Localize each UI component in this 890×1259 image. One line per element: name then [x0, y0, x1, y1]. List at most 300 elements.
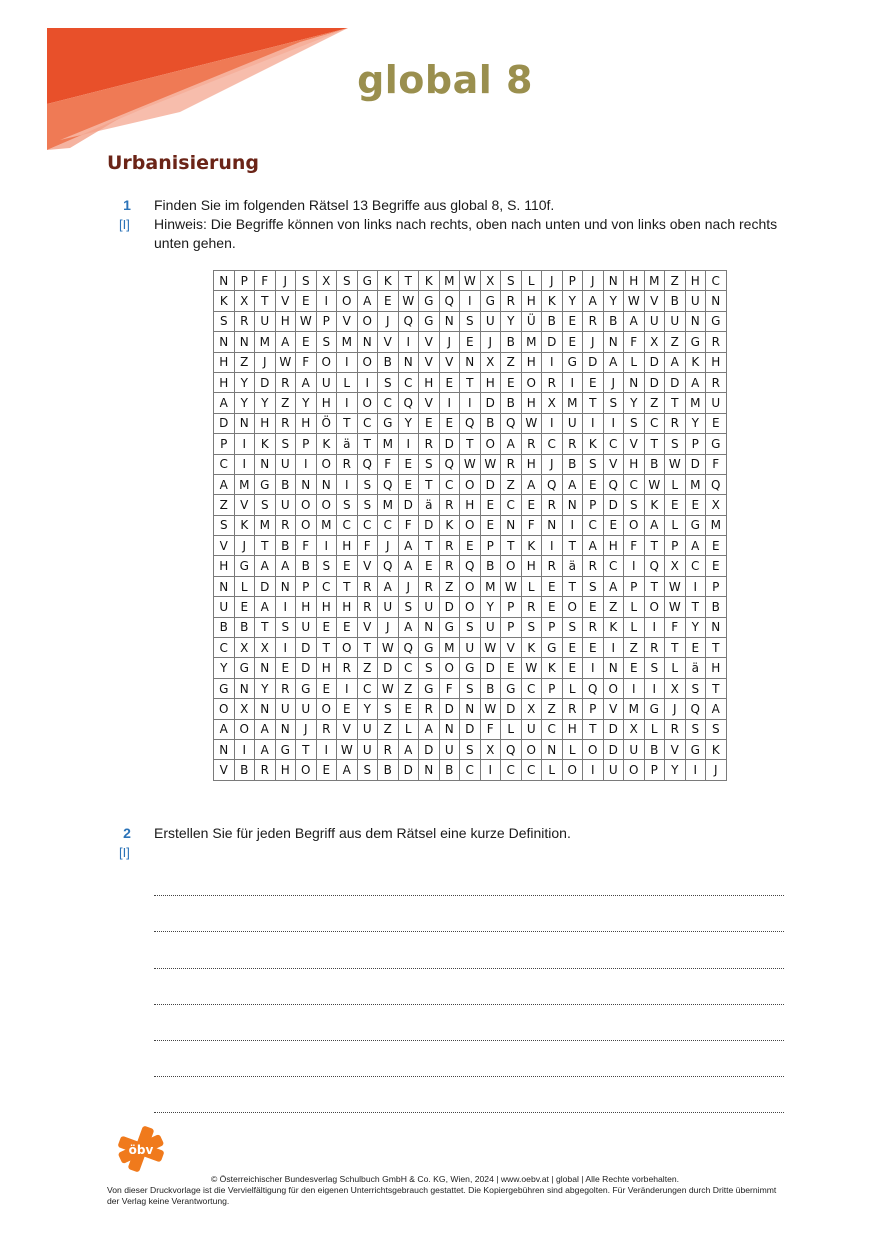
- grid-cell: E: [624, 658, 645, 678]
- grid-cell: S: [583, 576, 604, 596]
- grid-cell: O: [296, 760, 317, 780]
- grid-cell: Y: [562, 291, 583, 311]
- grid-cell: I: [234, 434, 255, 454]
- grid-cell: U: [644, 311, 665, 331]
- grid-cell: U: [706, 393, 727, 413]
- grid-cell: V: [439, 352, 460, 372]
- grid-cell: C: [624, 474, 645, 494]
- grid-cell: Z: [357, 658, 378, 678]
- grid-cell: K: [706, 739, 727, 759]
- grid-cell: B: [480, 413, 501, 433]
- grid-cell: ä: [685, 658, 706, 678]
- answer-line[interactable]: [154, 969, 784, 1005]
- grid-cell: B: [501, 332, 522, 352]
- grid-cell: U: [603, 760, 624, 780]
- grid-cell: D: [501, 699, 522, 719]
- grid-cell: I: [357, 372, 378, 392]
- grid-cell: R: [562, 699, 583, 719]
- grid-cell: W: [275, 352, 296, 372]
- grid-cell: M: [644, 271, 665, 291]
- grid-cell: N: [214, 271, 235, 291]
- grid-cell: O: [460, 597, 481, 617]
- answer-line[interactable]: [154, 860, 784, 896]
- grid-cell: Q: [583, 678, 604, 698]
- grid-cell: X: [316, 271, 337, 291]
- grid-cell: J: [378, 536, 399, 556]
- grid-cell: C: [460, 760, 481, 780]
- grid-cell: K: [316, 434, 337, 454]
- grid-cell: N: [419, 760, 440, 780]
- grid-cell: O: [296, 515, 317, 535]
- grid-cell: D: [685, 454, 706, 474]
- grid-cell: N: [234, 332, 255, 352]
- grid-cell: Y: [234, 393, 255, 413]
- grid-cell: O: [501, 556, 522, 576]
- grid-cell: E: [665, 495, 686, 515]
- grid-row: [214, 413, 727, 433]
- grid-cell: Q: [357, 454, 378, 474]
- grid-cell: T: [665, 638, 686, 658]
- grid-cell: F: [624, 332, 645, 352]
- grid-cell: T: [419, 536, 440, 556]
- grid-cell: P: [296, 576, 317, 596]
- grid-cell: R: [521, 597, 542, 617]
- grid-cell: D: [603, 719, 624, 739]
- grid-cell: X: [480, 352, 501, 372]
- grid-cell: U: [480, 617, 501, 637]
- grid-cell: K: [603, 617, 624, 637]
- grid-cell: Z: [644, 393, 665, 413]
- grid-cell: L: [665, 515, 686, 535]
- grid-cell: ä: [562, 556, 583, 576]
- grid-cell: D: [439, 699, 460, 719]
- grid-cell: S: [460, 739, 481, 759]
- grid-cell: Y: [501, 311, 522, 331]
- grid-cell: L: [398, 719, 419, 739]
- grid-cell: I: [542, 413, 563, 433]
- grid-cell: M: [706, 515, 727, 535]
- grid-cell: P: [562, 271, 583, 291]
- grid-cell: H: [214, 556, 235, 576]
- grid-cell: I: [685, 576, 706, 596]
- grid-cell: Z: [214, 495, 235, 515]
- grid-cell: D: [460, 719, 481, 739]
- grid-cell: G: [234, 556, 255, 576]
- grid-cell: A: [275, 556, 296, 576]
- grid-cell: K: [419, 271, 440, 291]
- answer-line[interactable]: [154, 1005, 784, 1041]
- grid-cell: H: [706, 352, 727, 372]
- grid-cell: J: [234, 536, 255, 556]
- grid-cell: Y: [685, 617, 706, 637]
- grid-cell: Z: [439, 576, 460, 596]
- grid-cell: W: [460, 454, 481, 474]
- answer-line[interactable]: [154, 932, 784, 968]
- grid-cell: N: [214, 332, 235, 352]
- grid-cell: D: [255, 372, 276, 392]
- grid-cell: W: [665, 576, 686, 596]
- grid-cell: U: [419, 597, 440, 617]
- grid-cell: B: [644, 454, 665, 474]
- grid-cell: L: [562, 678, 583, 698]
- grid-cell: P: [542, 617, 563, 637]
- grid-cell: B: [644, 739, 665, 759]
- grid-row: [214, 739, 727, 759]
- grid-cell: A: [378, 576, 399, 596]
- grid-cell: I: [624, 556, 645, 576]
- grid-cell: A: [685, 372, 706, 392]
- grid-cell: O: [624, 760, 645, 780]
- grid-cell: T: [685, 597, 706, 617]
- grid-cell: V: [378, 332, 399, 352]
- grid-cell: R: [275, 372, 296, 392]
- grid-cell: N: [357, 332, 378, 352]
- grid-cell: R: [583, 311, 604, 331]
- grid-cell: N: [542, 515, 563, 535]
- grid-cell: J: [439, 332, 460, 352]
- grid-cell: N: [460, 352, 481, 372]
- grid-cell: L: [234, 576, 255, 596]
- grid-cell: A: [255, 597, 276, 617]
- grid-cell: P: [583, 699, 604, 719]
- grid-cell: H: [275, 760, 296, 780]
- grid-cell: Q: [501, 739, 522, 759]
- publisher-logo-text: öbv: [128, 1143, 154, 1157]
- grid-cell: M: [685, 393, 706, 413]
- grid-cell: E: [439, 413, 460, 433]
- grid-cell: Z: [398, 678, 419, 698]
- grid-cell: N: [398, 352, 419, 372]
- grid-cell: R: [357, 576, 378, 596]
- grid-cell: C: [603, 434, 624, 454]
- grid-cell: F: [357, 536, 378, 556]
- grid-cell: U: [357, 719, 378, 739]
- grid-cell: N: [603, 271, 624, 291]
- grid-cell: T: [562, 536, 583, 556]
- grid-cell: N: [501, 515, 522, 535]
- grid-cell: R: [542, 372, 563, 392]
- grid-cell: Q: [644, 556, 665, 576]
- grid-cell: Y: [296, 393, 317, 413]
- grid-cell: E: [398, 454, 419, 474]
- grid-cell: W: [378, 678, 399, 698]
- grid-cell: O: [460, 576, 481, 596]
- grid-cell: R: [378, 739, 399, 759]
- grid-cell: E: [521, 495, 542, 515]
- grid-cell: K: [234, 515, 255, 535]
- grid-cell: W: [337, 739, 358, 759]
- grid-cell: J: [542, 454, 563, 474]
- grid-cell: X: [234, 638, 255, 658]
- answer-lines: [154, 860, 784, 1113]
- grid-cell: D: [398, 760, 419, 780]
- grid-cell: S: [316, 556, 337, 576]
- grid-cell: J: [583, 332, 604, 352]
- grid-cell: C: [337, 515, 358, 535]
- grid-cell: J: [603, 372, 624, 392]
- grid-cell: R: [583, 617, 604, 637]
- grid-row: [214, 658, 727, 678]
- grid-cell: E: [398, 699, 419, 719]
- grid-cell: O: [316, 352, 337, 372]
- grid-cell: D: [665, 372, 686, 392]
- grid-cell: F: [706, 454, 727, 474]
- answer-line[interactable]: [154, 1077, 784, 1113]
- grid-cell: A: [603, 576, 624, 596]
- grid-cell: Z: [603, 597, 624, 617]
- grid-cell: I: [439, 393, 460, 413]
- grid-cell: Q: [398, 393, 419, 413]
- grid-cell: F: [378, 454, 399, 474]
- grid-cell: U: [275, 495, 296, 515]
- grid-cell: E: [316, 760, 337, 780]
- grid-cell: A: [296, 372, 317, 392]
- grid-cell: H: [603, 536, 624, 556]
- grid-cell: E: [706, 556, 727, 576]
- grid-cell: U: [275, 699, 296, 719]
- grid-cell: S: [685, 678, 706, 698]
- grid-cell: J: [542, 271, 563, 291]
- grid-cell: C: [357, 413, 378, 433]
- grid-cell: T: [255, 617, 276, 637]
- grid-cell: S: [706, 719, 727, 739]
- grid-cell: G: [562, 352, 583, 372]
- grid-cell: Q: [378, 474, 399, 494]
- grid-cell: T: [337, 576, 358, 596]
- grid-cell: Y: [603, 291, 624, 311]
- grid-row: [214, 372, 727, 392]
- grid-cell: O: [357, 393, 378, 413]
- grid-cell: X: [542, 393, 563, 413]
- grid-cell: O: [337, 291, 358, 311]
- grid-cell: H: [296, 413, 317, 433]
- grid-cell: R: [419, 699, 440, 719]
- grid-cell: Y: [255, 393, 276, 413]
- grid-cell: B: [562, 454, 583, 474]
- grid-cell: C: [521, 760, 542, 780]
- grid-cell: R: [665, 413, 686, 433]
- grid-cell: E: [480, 495, 501, 515]
- grid-cell: H: [521, 291, 542, 311]
- grid-cell: C: [357, 678, 378, 698]
- grid-cell: E: [562, 332, 583, 352]
- grid-cell: I: [460, 291, 481, 311]
- grid-cell: B: [501, 393, 522, 413]
- grid-cell: D: [419, 739, 440, 759]
- grid-cell: M: [316, 515, 337, 535]
- grid-cell: O: [214, 699, 235, 719]
- grid-cell: E: [398, 474, 419, 494]
- grid-cell: W: [521, 658, 542, 678]
- grid-cell: B: [665, 291, 686, 311]
- grid-row: [214, 576, 727, 596]
- grid-cell: U: [296, 699, 317, 719]
- answer-line[interactable]: [154, 1041, 784, 1077]
- grid-cell: S: [685, 719, 706, 739]
- grid-cell: T: [398, 271, 419, 291]
- grid-cell: H: [521, 556, 542, 576]
- grid-cell: H: [337, 597, 358, 617]
- grid-cell: U: [480, 311, 501, 331]
- grid-cell: M: [255, 515, 276, 535]
- grid-cell: S: [665, 434, 686, 454]
- grid-cell: J: [706, 760, 727, 780]
- grid-cell: R: [644, 638, 665, 658]
- task-number: 2: [123, 825, 131, 841]
- task-level: [I]: [119, 845, 130, 860]
- task-instructions: [154, 196, 794, 253]
- grid-cell: A: [255, 719, 276, 739]
- grid-cell: Z: [542, 699, 563, 719]
- grid-cell: I: [316, 739, 337, 759]
- publisher-logo: [118, 1126, 164, 1172]
- grid-cell: B: [542, 311, 563, 331]
- grid-cell: E: [562, 658, 583, 678]
- grid-cell: A: [398, 617, 419, 637]
- grid-cell: E: [337, 556, 358, 576]
- grid-cell: L: [521, 576, 542, 596]
- grid-cell: O: [562, 760, 583, 780]
- grid-cell: E: [316, 617, 337, 637]
- grid-cell: U: [562, 413, 583, 433]
- grid-cell: T: [706, 678, 727, 698]
- grid-cell: T: [583, 393, 604, 413]
- grid-cell: I: [562, 372, 583, 392]
- grid-row: [214, 597, 727, 617]
- grid-cell: C: [521, 678, 542, 698]
- grid-cell: Z: [275, 393, 296, 413]
- grid-cell: J: [583, 271, 604, 291]
- grid-cell: G: [644, 699, 665, 719]
- grid-cell: M: [521, 332, 542, 352]
- grid-cell: F: [296, 536, 317, 556]
- grid-cell: N: [255, 454, 276, 474]
- grid-cell: S: [378, 699, 399, 719]
- grid-cell: S: [624, 495, 645, 515]
- grid-cell: O: [234, 719, 255, 739]
- grid-cell: G: [255, 474, 276, 494]
- grid-cell: E: [542, 597, 563, 617]
- grid-cell: G: [685, 515, 706, 535]
- grid-cell: L: [665, 474, 686, 494]
- grid-cell: A: [214, 719, 235, 739]
- grid-cell: C: [583, 515, 604, 535]
- grid-row: [214, 638, 727, 658]
- grid-cell: C: [214, 454, 235, 474]
- grid-cell: R: [357, 597, 378, 617]
- grid-cell: A: [398, 739, 419, 759]
- grid-cell: H: [316, 658, 337, 678]
- grid-cell: I: [296, 454, 317, 474]
- grid-cell: S: [501, 271, 522, 291]
- answer-line[interactable]: [154, 896, 784, 932]
- grid-cell: J: [398, 576, 419, 596]
- grid-cell: I: [460, 393, 481, 413]
- grid-row: [214, 699, 727, 719]
- grid-cell: Y: [234, 372, 255, 392]
- grid-cell: L: [624, 617, 645, 637]
- grid-cell: L: [337, 372, 358, 392]
- grid-cell: N: [234, 413, 255, 433]
- grid-cell: S: [624, 413, 645, 433]
- grid-row: [214, 556, 727, 576]
- grid-cell: W: [480, 638, 501, 658]
- grid-cell: O: [460, 515, 481, 535]
- grid-cell: B: [214, 617, 235, 637]
- grid-cell: H: [296, 597, 317, 617]
- grid-cell: B: [234, 617, 255, 637]
- grid-cell: C: [603, 556, 624, 576]
- grid-cell: O: [644, 597, 665, 617]
- grid-cell: D: [439, 597, 460, 617]
- grid-cell: V: [357, 556, 378, 576]
- grid-cell: S: [214, 515, 235, 535]
- grid-cell: Y: [665, 760, 686, 780]
- grid-cell: D: [214, 413, 235, 433]
- grid-cell: A: [357, 291, 378, 311]
- grid-cell: X: [521, 699, 542, 719]
- grid-cell: E: [480, 515, 501, 535]
- grid-cell: I: [603, 638, 624, 658]
- grid-cell: V: [357, 617, 378, 637]
- grid-cell: S: [419, 658, 440, 678]
- grid-cell: H: [521, 393, 542, 413]
- grid-cell: I: [337, 678, 358, 698]
- grid-cell: N: [316, 474, 337, 494]
- grid-cell: G: [685, 739, 706, 759]
- grid-cell: O: [624, 515, 645, 535]
- grid-cell: E: [419, 413, 440, 433]
- grid-cell: E: [234, 597, 255, 617]
- grid-cell: G: [234, 658, 255, 678]
- grid-cell: B: [480, 556, 501, 576]
- grid-cell: S: [316, 332, 337, 352]
- grid-cell: I: [583, 413, 604, 433]
- grid-cell: B: [378, 760, 399, 780]
- grid-cell: S: [583, 454, 604, 474]
- grid-cell: Z: [665, 332, 686, 352]
- grid-cell: D: [296, 638, 317, 658]
- grid-cell: J: [378, 311, 399, 331]
- grid-cell: I: [562, 515, 583, 535]
- grid-cell: E: [501, 372, 522, 392]
- grid-cell: X: [480, 271, 501, 291]
- grid-cell: M: [337, 332, 358, 352]
- grid-cell: O: [521, 739, 542, 759]
- grid-cell: S: [603, 393, 624, 413]
- grid-cell: K: [378, 271, 399, 291]
- grid-cell: B: [296, 556, 317, 576]
- grid-cell: I: [603, 413, 624, 433]
- grid-cell: E: [685, 638, 706, 658]
- grid-cell: V: [603, 699, 624, 719]
- grid-cell: W: [665, 454, 686, 474]
- grid-cell: N: [562, 495, 583, 515]
- grid-cell: Y: [480, 597, 501, 617]
- grid-cell: P: [542, 678, 563, 698]
- grid-cell: R: [439, 495, 460, 515]
- grid-cell: C: [501, 760, 522, 780]
- grid-cell: G: [275, 739, 296, 759]
- grid-cell: S: [562, 617, 583, 637]
- book-title: global 8: [357, 58, 533, 102]
- grid-cell: R: [583, 556, 604, 576]
- grid-cell: D: [480, 658, 501, 678]
- grid-cell: K: [583, 434, 604, 454]
- grid-cell: S: [644, 658, 665, 678]
- grid-cell: H: [460, 495, 481, 515]
- grid-cell: O: [296, 495, 317, 515]
